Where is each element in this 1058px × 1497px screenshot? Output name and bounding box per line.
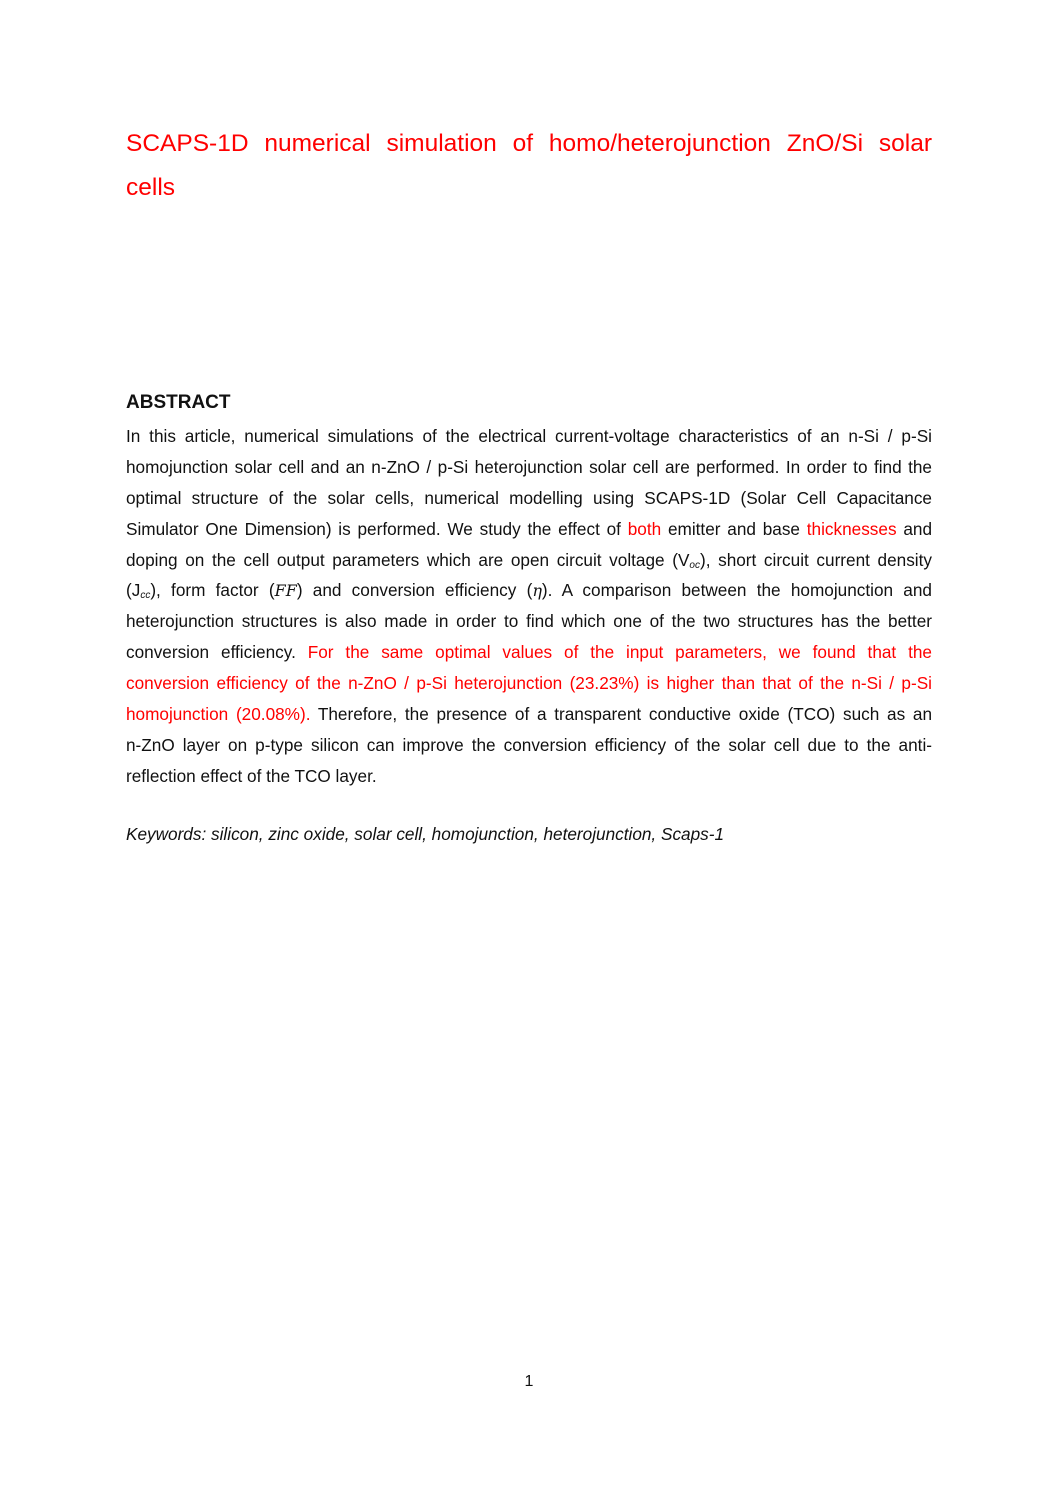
abstract-line xyxy=(126,545,932,576)
text-segment: In this article, numerical simulations of the electrical current-voltage characteristics of an n-Si / p-Si xyxy=(126,426,932,446)
abstract-line xyxy=(126,421,932,452)
keywords: Keywords: silicon, zinc oxide, solar cell, homojunction, heterojunction, Scaps-1 xyxy=(126,824,725,844)
text-segment: emitter and base xyxy=(661,518,807,539)
text-segment: Simulator One Dimension) is performed. We study the effect of xyxy=(126,518,628,539)
paper-title: SCAPS-1D numerical simulation of homo/heterojunction ZnO/Si solar cells xyxy=(126,130,932,201)
subscript: cc xyxy=(140,590,151,602)
text-segment: ), short circuit current density xyxy=(699,549,932,570)
abstract-line xyxy=(126,514,932,545)
text-segment: homojunction solar cell and an n-ZnO / p-Si heterojunction solar cell are performed. In order to find the xyxy=(126,456,932,477)
highlighted-text: homojunction (20.08%). xyxy=(126,704,311,725)
abstract-line xyxy=(126,575,932,606)
text-segment: optimal structure of the solar cells, numerical modelling using SCAPS-1D (Solar Cell Capacitance xyxy=(126,487,932,508)
text-segment: conversion efficiency. xyxy=(126,642,308,663)
text-segment: ). A comparison between the homojunction and xyxy=(541,580,932,601)
abstract-line xyxy=(126,637,932,668)
abstract-line xyxy=(126,606,932,637)
abstract-line xyxy=(126,699,932,730)
abstract-heading: ABSTRACT xyxy=(126,392,231,413)
subscript: oc xyxy=(689,559,700,571)
abstract-line xyxy=(126,668,932,699)
abstract-line xyxy=(126,483,932,514)
page-number: 1 xyxy=(524,1373,534,1390)
abstract-body xyxy=(126,421,932,792)
text-segment: ), form factor ( xyxy=(150,580,275,601)
text-segment: (J xyxy=(126,580,141,601)
text-segment: reflection effect of the TCO layer. xyxy=(126,765,377,786)
highlighted-text: For the same optimal values of the input parameters, we found that the xyxy=(307,642,932,663)
abstract-line xyxy=(126,761,932,792)
highlighted-text: both xyxy=(627,518,662,539)
text-segment: heterojunction structures is also made in order to find which one of the two structures has the better xyxy=(126,611,932,632)
abstract-line xyxy=(126,452,932,483)
highlighted-text: thicknesses xyxy=(806,518,897,539)
text-segment: ) and conversion efficiency ( xyxy=(296,580,533,601)
abstract-line xyxy=(126,730,932,761)
text-segment: η xyxy=(532,581,542,601)
highlighted-text: conversion efficiency of the n-ZnO / p-Si heterojunction (23.23%) is higher than that of the n-Si / p-Si xyxy=(126,673,932,694)
text-segment: FF xyxy=(274,581,297,601)
text-segment: n-ZnO layer on p-type silicon can improve the conversion efficiency of the solar cell due to the anti- xyxy=(126,734,932,755)
text-segment: doping on the cell output parameters which are open circuit voltage (V xyxy=(126,549,690,570)
text-segment: Therefore, the presence of a transparent conductive oxide (TCO) such as an xyxy=(310,704,932,725)
text-segment: and xyxy=(896,518,933,539)
